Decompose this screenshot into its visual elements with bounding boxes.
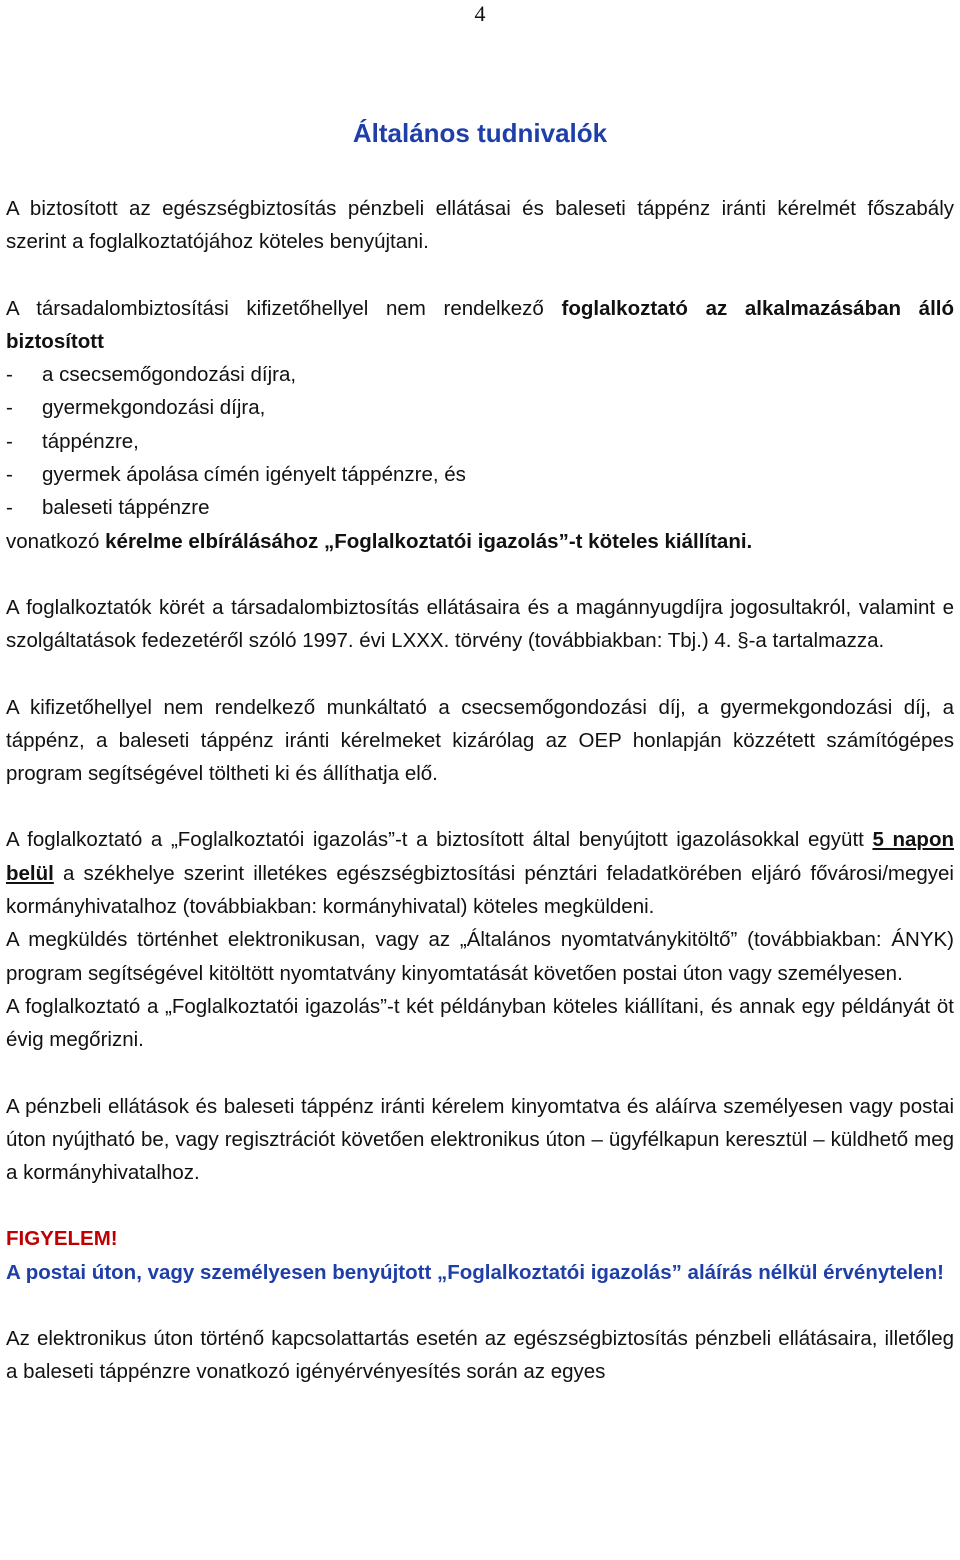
paragraph-software-requirement: A kifizetőhellyel nem rendelkező munkáltató a csecsemőgondozási díj, a gyermekgondozási díj, a táppénz, a baleseti táppénz iránti kérelmeket kizárólag az OEP honlapján közzétett számítógépes program segítségével töltheti ki és állíthatja elő.	[6, 695, 954, 786]
paragraph-deadline: A foglalkoztató a „Foglalkoztatói igazolás”-t a biztosított által benyújtott igazolásokkal együtt 5 napon belül a székhelye szerint illetékes egészségbiztosítási pénztári feladatkörében eljáró fővárosi/megyei kormányhivatalhoz (továbbiakban: kormányhivatal) köteles megküldeni.	[6, 828, 954, 919]
paragraph-electronic-contact: Az elektronikus úton történő kapcsolattartás esetén az egészségbiztosítás pénzbeli ellátásaira, illetőleg a baleseti táppénzre vonatkozó igényérvényesítés során az egyes	[6, 1327, 954, 1384]
paragraph-law-reference: A foglalkoztatók körét a társadalombiztosítás ellátásaira és a magánnyugdíjra jogosultakról, valamint e szolgáltatások fedezetéről szóló 1997. évi LXXX. törvény (továbbiakban: Tbj.) 4. §-a tartalmazza.	[6, 595, 954, 653]
paragraph-submission: A biztosított az egészségbiztosítás pénzbeli ellátásai és baleseti táppénz iránti kérelmét főszabály szerint a foglalkoztatójához köteles benyújtani.	[6, 197, 954, 254]
warning-title: FIGYELEM!	[6, 1227, 118, 1251]
page-title: Általános tudnivalók	[352, 118, 608, 148]
employer-intro: A társadalombiztosítási kifizetőhellyel nem rendelkező	[6, 296, 562, 320]
deadline-highlight: 5 napon belül	[6, 828, 954, 885]
warning-text: A postai úton, vagy személyesen benyújtott „Foglalkoztatói igazolás” aláírás nélkül érvénytelen!	[6, 1260, 944, 1284]
paragraph-employer-obligation	[6, 292, 954, 558]
document-body	[6, 192, 954, 1389]
employer-outro-bold: kérelme elbírálásához „Foglalkoztatói igazolás”-t köteles kiállítani.	[105, 529, 753, 553]
list-item: - a csecsemőgondozási díjra,	[6, 363, 297, 387]
warning-block	[6, 1222, 954, 1289]
page-number: 4	[474, 1, 486, 26]
list-item: - gyermekgondozási díjra,	[6, 396, 266, 420]
paragraph-sending-methods: A megküldés történhet elektronikusan, vagy az „Általános nyomtatványkitöltő” (továbbiakban: ÁNYK) program segítségével kitöltött nyomtatvány kinyomtatását követően postai úton vagy személyesen.	[6, 928, 954, 985]
list-item: - gyermek ápolása címén igényelt táppénzre, és	[6, 463, 466, 487]
employer-outro: vonatkozó	[6, 529, 106, 553]
list-item: - baleseti táppénzre	[6, 496, 210, 520]
employer-intro-bold: foglalkoztató az alkalmazásában álló biztosított	[6, 296, 954, 353]
paragraph-copies: A foglalkoztató a „Foglalkoztatói igazolás”-t két példányban köteles kiállítani, és annak egy példányát öt évig megőrizni.	[6, 994, 954, 1052]
list-item: - táppénzre,	[6, 429, 139, 453]
paragraph-application-submission: A pénzbeli ellátások és baleseti táppénz iránti kérelem kinyomtatva és aláírva személyesen vagy postai úton nyújtható be, vagy regisztrációt követően elektronikus úton – ügyfélkapun keresztül – küldhető meg a kormányhivatalhoz.	[6, 1094, 954, 1185]
